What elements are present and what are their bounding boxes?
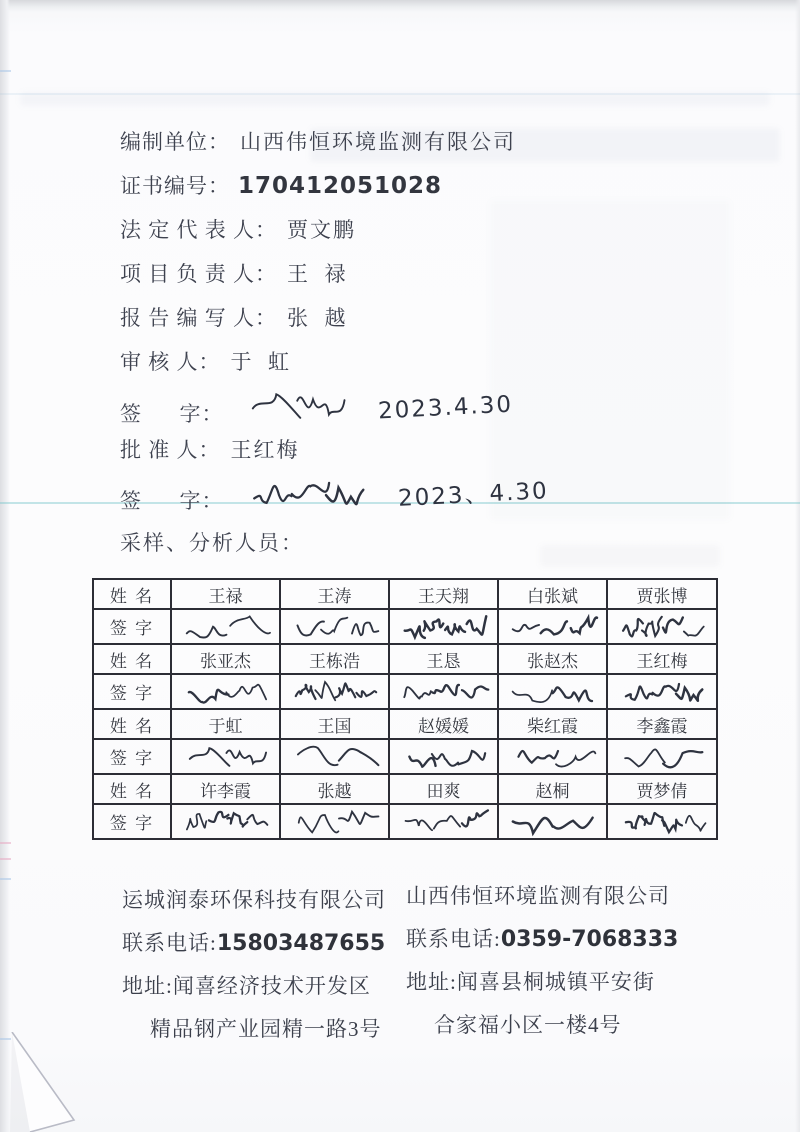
left-phone-label: 联系电话: <box>122 931 217 955</box>
signature-handwriting <box>172 612 279 642</box>
field-legal-representative <box>120 218 680 242</box>
field-reviewer-signature <box>120 391 680 427</box>
field-compiling-unit <box>120 130 680 154</box>
signature-handwriting <box>608 742 716 772</box>
reviewer-signature-date: 2023.4.30 <box>376 391 514 425</box>
personnel-name-cell: 王涛 <box>280 579 389 609</box>
signature-handwriting <box>281 742 388 772</box>
signature-handwriting <box>172 807 279 837</box>
personnel-signature-cell <box>389 804 498 839</box>
left-phone-line <box>122 931 422 955</box>
personnel-name-cell: 赵桐 <box>498 774 607 804</box>
personnel-name-cell: 张亚杰 <box>171 644 280 674</box>
left-address-line1: 地址:闻喜经济技术开发区 <box>122 974 371 998</box>
sampling-personnel-heading: 采样、分析人员： <box>120 531 304 555</box>
reviewer-label: 审 核 人： <box>120 350 221 374</box>
compiling-unit-value: 山西伟恒环境监测有限公司 <box>240 130 516 154</box>
personnel-name-cell: 赵媛媛 <box>389 709 498 739</box>
personnel-signature-cell <box>607 674 717 709</box>
personnel-name-cell: 王国 <box>280 709 389 739</box>
personnel-signature-cell <box>280 804 389 839</box>
signature-handwriting <box>499 677 606 707</box>
personnel-signature-cell <box>280 739 389 774</box>
reviewer-value: 于 虹 <box>230 350 291 374</box>
field-approver-signature <box>120 478 680 514</box>
footer-right-company-block <box>406 884 706 1056</box>
project-leader-label: 项 目 负 责 人： <box>120 262 277 286</box>
personnel-signature-cell <box>171 804 280 839</box>
signature-handwriting <box>608 612 716 642</box>
personnel-signature-cell <box>171 609 280 644</box>
report-writer-value: 张 越 <box>287 306 348 330</box>
personnel-name-cell: 于虹 <box>171 709 280 739</box>
right-phone-line <box>406 927 706 951</box>
personnel-signature-row <box>93 609 717 644</box>
signature-row-label: 签 字 <box>93 674 171 709</box>
personnel-name-cell: 王栋浩 <box>280 644 389 674</box>
signature-row-label: 签 字 <box>93 739 171 774</box>
personnel-name-row <box>93 579 717 609</box>
signature-handwriting <box>281 612 388 642</box>
reviewer-signature-label: 签 字： <box>120 402 224 427</box>
right-phone-label: 联系电话: <box>406 927 501 951</box>
personnel-table <box>92 578 718 840</box>
right-address-line1: 地址:闻喜县桐城镇平安街 <box>406 970 655 994</box>
approver-value: 王红梅 <box>230 438 300 462</box>
signature-handwriting <box>499 612 606 642</box>
signature-handwriting <box>281 677 388 707</box>
signature-handwriting <box>390 807 497 837</box>
personnel-signature-cell <box>498 804 607 839</box>
personnel-signature-row <box>93 804 717 839</box>
personnel-signature-cell <box>389 674 498 709</box>
personnel-name-cell: 田爽 <box>389 774 498 804</box>
signature-row-label: 签 字 <box>93 609 171 644</box>
personnel-signature-cell <box>498 609 607 644</box>
personnel-signature-cell <box>498 674 607 709</box>
approver-signature-label: 签 字： <box>120 489 224 514</box>
personnel-name-cell: 贾梦倩 <box>607 774 717 804</box>
field-approver <box>120 438 680 462</box>
report-writer-label: 报 告 编 写 人： <box>120 306 277 330</box>
personnel-name-cell: 许李霞 <box>171 774 280 804</box>
header-fields <box>120 130 680 526</box>
personnel-signature-cell <box>171 739 280 774</box>
legal-representative-value: 贾文鹏 <box>287 218 356 242</box>
certificate-number-label: 证书编号： <box>120 174 230 198</box>
approver-label: 批 准 人： <box>120 438 221 462</box>
footer-left-company-block <box>122 888 422 1060</box>
signature-handwriting <box>281 807 388 837</box>
personnel-signature-cell <box>280 674 389 709</box>
compiling-unit-label: 编制单位： <box>120 130 230 154</box>
personnel-name-cell: 张赵杰 <box>498 644 607 674</box>
personnel-signature-cell <box>607 739 717 774</box>
signature-handwriting <box>390 677 497 707</box>
legal-representative-label: 法 定 代 表 人： <box>120 218 277 242</box>
signature-handwriting <box>172 742 279 772</box>
name-row-label: 姓 名 <box>93 774 171 804</box>
right-address-line2: 合家福小区一楼4号 <box>434 1013 622 1037</box>
personnel-name-row <box>93 709 717 739</box>
signature-handwriting <box>390 742 497 772</box>
personnel-signature-cell <box>607 609 717 644</box>
personnel-signature-cell <box>280 609 389 644</box>
personnel-signature-cell <box>498 739 607 774</box>
personnel-name-cell: 王天翔 <box>389 579 498 609</box>
signature-handwriting <box>608 807 716 837</box>
personnel-name-row <box>93 774 717 804</box>
reviewer-signature-handwriting <box>242 386 352 431</box>
field-project-leader <box>120 262 680 286</box>
left-company-name: 运城润泰环保科技有限公司 <box>122 888 386 912</box>
left-phone-number: 15803487655 <box>216 931 386 956</box>
personnel-signature-row <box>93 739 717 774</box>
name-row-label: 姓 名 <box>93 579 171 609</box>
field-certificate-number <box>120 174 680 198</box>
personnel-signature-cell <box>607 804 717 839</box>
personnel-name-cell: 白张斌 <box>498 579 607 609</box>
approver-signature-date: 2023、4.30 <box>396 478 549 513</box>
right-company-name: 山西伟恒环境监测有限公司 <box>406 884 670 908</box>
personnel-name-cell: 王恳 <box>389 644 498 674</box>
signature-handwriting <box>499 807 606 837</box>
project-leader-value: 王 禄 <box>287 262 348 286</box>
personnel-name-cell: 贾张博 <box>607 579 717 609</box>
signature-handwriting <box>172 677 279 707</box>
personnel-table-body <box>93 579 717 839</box>
personnel-name-cell: 李鑫霞 <box>607 709 717 739</box>
personnel-signature-cell <box>171 674 280 709</box>
signature-handwriting <box>499 742 606 772</box>
personnel-signature-cell <box>389 609 498 644</box>
personnel-signature-row <box>93 674 717 709</box>
personnel-signature-cell <box>389 739 498 774</box>
personnel-name-cell: 柴红霞 <box>498 709 607 739</box>
certificate-number-value: 170412051028 <box>238 173 443 199</box>
personnel-name-cell: 张越 <box>280 774 389 804</box>
personnel-name-cell: 王禄 <box>171 579 280 609</box>
field-reviewer <box>120 350 680 374</box>
right-phone-number: 0359-7068333 <box>500 927 679 952</box>
signature-handwriting <box>608 677 716 707</box>
approver-signature-handwriting <box>242 474 372 517</box>
signature-handwriting <box>390 612 497 642</box>
signature-row-label: 签 字 <box>93 804 171 839</box>
left-address-line2: 精品钢产业园精一路3号 <box>150 1017 382 1041</box>
name-row-label: 姓 名 <box>93 709 171 739</box>
name-row-label: 姓 名 <box>93 644 171 674</box>
personnel-name-row <box>93 644 717 674</box>
personnel-name-cell: 王红梅 <box>607 644 717 674</box>
field-report-writer <box>120 306 680 330</box>
